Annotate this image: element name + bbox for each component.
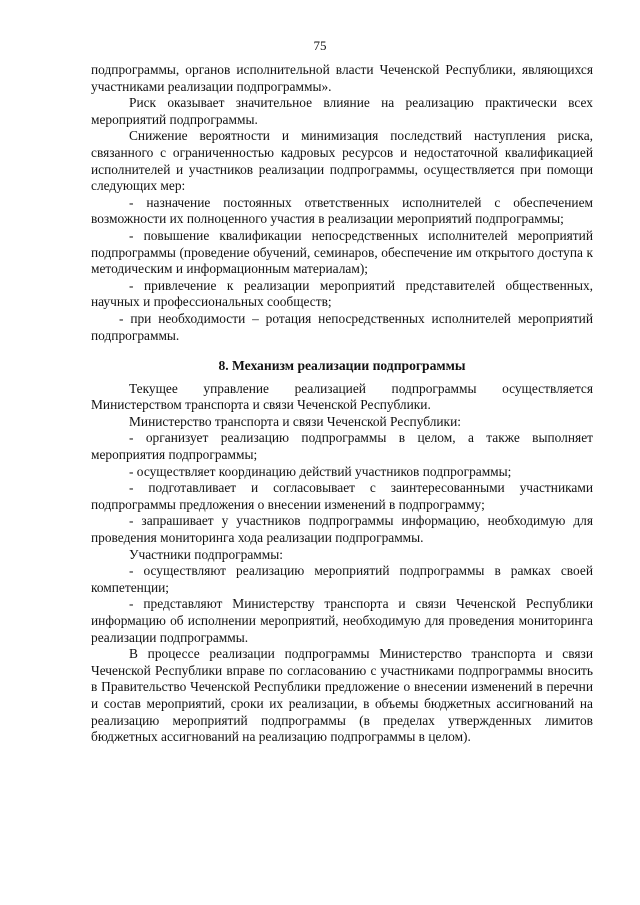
ministry-duty-item: - осуществляет координацию действий участников подпрограммы; <box>129 463 512 479</box>
paragraph-ministry-intro: Министерство транспорта и связи Чеченской Республики: <box>129 413 461 429</box>
participant-duty-item: - представляют Министерству транспорта и связи Чеченской Республики информацию об исполнении мероприятий, необходимую для проведения мониторинга реализации подпрограммы. <box>91 596 593 645</box>
paragraph-risk-mitigation: Снижение вероятности и минимизация последствий наступления риска, связанного с ограниченностью кадровых ресурсов и недостаточной квалификацией исполнителей и участников реализации подпрограммы, осуществляется при помощи следующих мер: <box>91 128 593 194</box>
section-heading: 8. Механизм реализации подпрограммы <box>218 358 466 374</box>
measure-item: - при необходимости – ротация непосредственных исполнителей мероприятий подпрограммы. <box>91 310 593 343</box>
paragraph-continuation: подпрограммы, органов исполнительной власти Чеченской Республики, являющихся участниками реализации подпрограммы». <box>91 62 593 94</box>
ministry-duty-item: - организует реализацию подпрограммы в целом, а также выполняет мероприятия подпрограммы; <box>91 430 593 463</box>
participant-duty-item: - осуществляют реализацию мероприятий подпрограммы в рамках своей компетенции; <box>91 563 593 595</box>
document-body <box>91 62 593 746</box>
paragraph-amendment-process: В процессе реализации подпрограммы Министерство транспорта и связи Чеченской Республики вправе по согласованию с участниками подпрограммы вносить в Правительство Чеченской Республики предложение о внесении изменений в перечни и состав мероприятий, сроки их реализации, в объемы бюджетных ассигнований на реализацию мероприятий подпрограммы (в пределах утвержденных лимитов бюджетных ассигнований на реализацию подпрограммы в целом). <box>91 646 593 745</box>
ministry-duty-item: - запрашивает у участников подпрограммы информацию, необходимую для проведения мониторинга хода реализации подпрограммы. <box>91 513 593 546</box>
measure-item: - повышение квалификации непосредственных исполнителей мероприятий подпрограммы (проведение обучений, семинаров, обеспечение им открытого доступа к методическим и информационным материалам); <box>91 227 593 277</box>
measure-item: - назначение постоянных ответственных исполнителей с обеспечением возможности их полноценного участия в реализации мероприятий подпрограммы; <box>91 194 593 227</box>
ministry-duty-item: - подготавливает и согласовывает с заинтересованными участниками подпрограммы предложения о внесении изменений в подпрограмму; <box>91 480 593 512</box>
paragraph-participants-intro: Участники подпрограммы: <box>129 546 283 562</box>
paragraph-current-management: Текущее управление реализацией подпрограммы осуществляется Министерством транспорта и связи Чеченской Республики. <box>91 380 593 413</box>
measure-item: - привлечение к реализации мероприятий представителей общественных, научных и профессиональных сообществ; <box>91 277 593 310</box>
page-number: 75 <box>313 38 327 53</box>
paragraph-risk-influence: Риск оказывает значительное влияние на реализацию практически всех мероприятий подпрограммы. <box>91 95 593 127</box>
